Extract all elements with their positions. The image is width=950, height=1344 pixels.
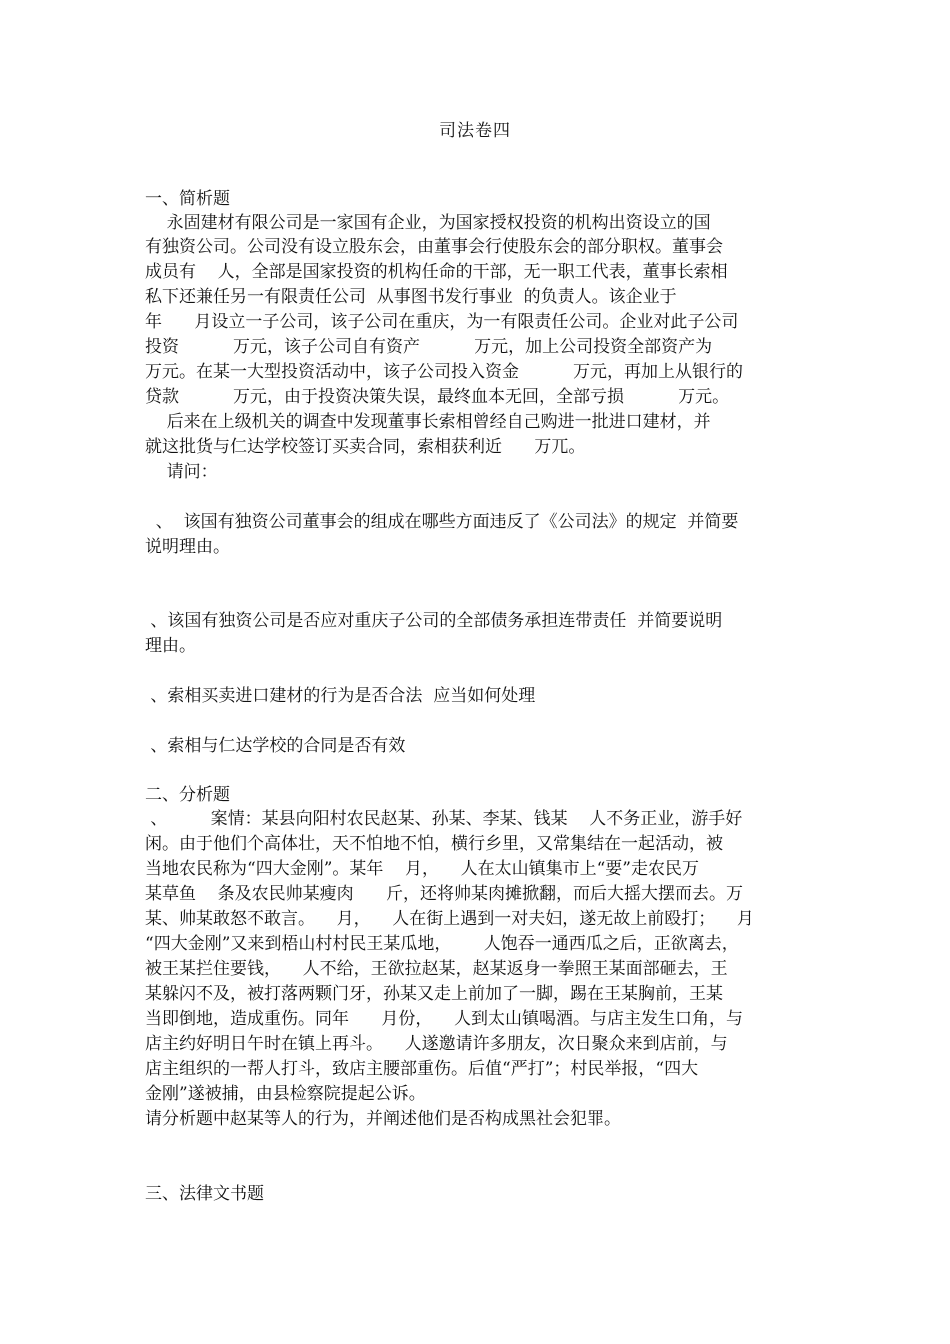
question-1-line: 、 该国有独资公司董事会的组成在哪些方面违反了《公司法》的规定 并简要	[145, 512, 739, 532]
section2-paragraph-line: “四大金刚”又来到梧山村村民王某瓜地， 人饱吞一通西瓜之后，正欲离去，	[145, 934, 739, 954]
section2-heading: 二、分析题	[145, 785, 230, 805]
question-3: 、索相买卖进口建材的行为是否合法 应当如何处理	[145, 686, 536, 706]
section2-paragraph-line: 被王某拦住要钱， 人不给，王欲拉赵某，赵某返身一拳照王某面部砸去，王	[145, 959, 728, 979]
section1-paragraph-line: 私下还兼任另一有限责任公司 从事图书发行事业 的负责人。该企业于	[145, 287, 677, 307]
section1-paragraph-line: 成员有 人，全部是国家投资的机构任命的干部，无一职工代表，董事长索相	[145, 262, 728, 282]
section2-paragraph-line: 当即倒地，造成重伤。同年 月份， 人到太山镇喝酒。与店主发生口角，与	[145, 1009, 744, 1029]
section1-paragraph-line: 永固建材有限公司是一家国有企业，为国家授权投资的机构出资设立的国	[145, 213, 711, 233]
section1-paragraph-line: 年 月设立一子公司，该子公司在重庆，为一有限责任公司。企业对此子公司	[145, 312, 739, 332]
question-4: 、索相与仁达学校的合同是否有效	[145, 736, 406, 756]
section1-paragraph-line: 后来在上级机关的调查中发现董事长索相曾经自己购进一批进口建材，并	[145, 412, 711, 432]
section2-paragraph-line: 当地农民称为“四大金刚”。某年 月， 人在太山镇集市上“要”走农民万	[145, 859, 699, 879]
section2-paragraph-line: 金刚”遂被捕，由县检察院提起公诉。	[145, 1084, 426, 1104]
section2-paragraph-line: 店主组织的一帮人打斗，致店主腰部重伤。后值“严打”；村民举报，“四大	[145, 1059, 699, 1079]
section1-paragraph-line: 万元。在某一大型投资活动中，该子公司投入资金 万元，再加上从银行的	[145, 362, 744, 382]
question-1-line: 说明理由。	[145, 537, 230, 557]
section1-paragraph-line: 就这批货与仁达学校签订买卖合同，索相获利近 万兀。	[145, 437, 586, 457]
section1-heading: 一、简析题	[145, 189, 230, 209]
section2-paragraph-line: 某、帅某敢怒不敢言。 月， 人在街上遇到一对夫妇，遂无故上前殴打； 月	[145, 909, 754, 929]
section1-paragraph-line: 有独资公司。公司没有设立股东会，由董事会行使股东会的部分职权。董事会	[145, 237, 723, 257]
question-2-line: 、该国有独资公司是否应对重庆子公司的全部债务承担连带责任 并简要说明	[145, 611, 723, 631]
section2-paragraph-line: 某草鱼 条及农民帅某瘦肉 斤，还将帅某肉摊掀翻，而后大摇大摆而去。万	[145, 884, 744, 904]
section2-prompt: 请分析题中赵某等人的行为，并阐述他们是否构成黑社会犯罪。	[145, 1109, 621, 1129]
document-title: 司法卷四	[439, 121, 511, 141]
section1-paragraph-line: 投资 万元，该子公司自有资产 万元，加上公司投资全部资产为	[145, 337, 713, 357]
section2-paragraph-line: 某躲闪不及，被打落两颗门牙，孙某又走上前加了一脚，踢在王某胸前，王某	[145, 984, 723, 1004]
section2-paragraph-line: 闲。由于他们个高体壮，天不怕地不怕，横行乡里，又常集结在一起活动，被	[145, 834, 723, 854]
section1-prompt: 请问：	[145, 462, 218, 482]
question-2-line: 理由。	[145, 636, 196, 656]
section3-heading: 三、法律文书题	[145, 1184, 264, 1204]
section2-paragraph-line: 、 案情：某县向阳村农民赵某、孙某、李某、钱某 人不务正业，游手好	[145, 809, 743, 829]
section2-paragraph-line: 店主约好明日午时在镇上再斗。 人遂邀请许多朋友，次日聚众来到店前，与	[145, 1034, 728, 1054]
section1-paragraph-line: 贷款 万元，由于投资决策失误，最终血本无回，全部亏损 万元。	[145, 387, 730, 407]
